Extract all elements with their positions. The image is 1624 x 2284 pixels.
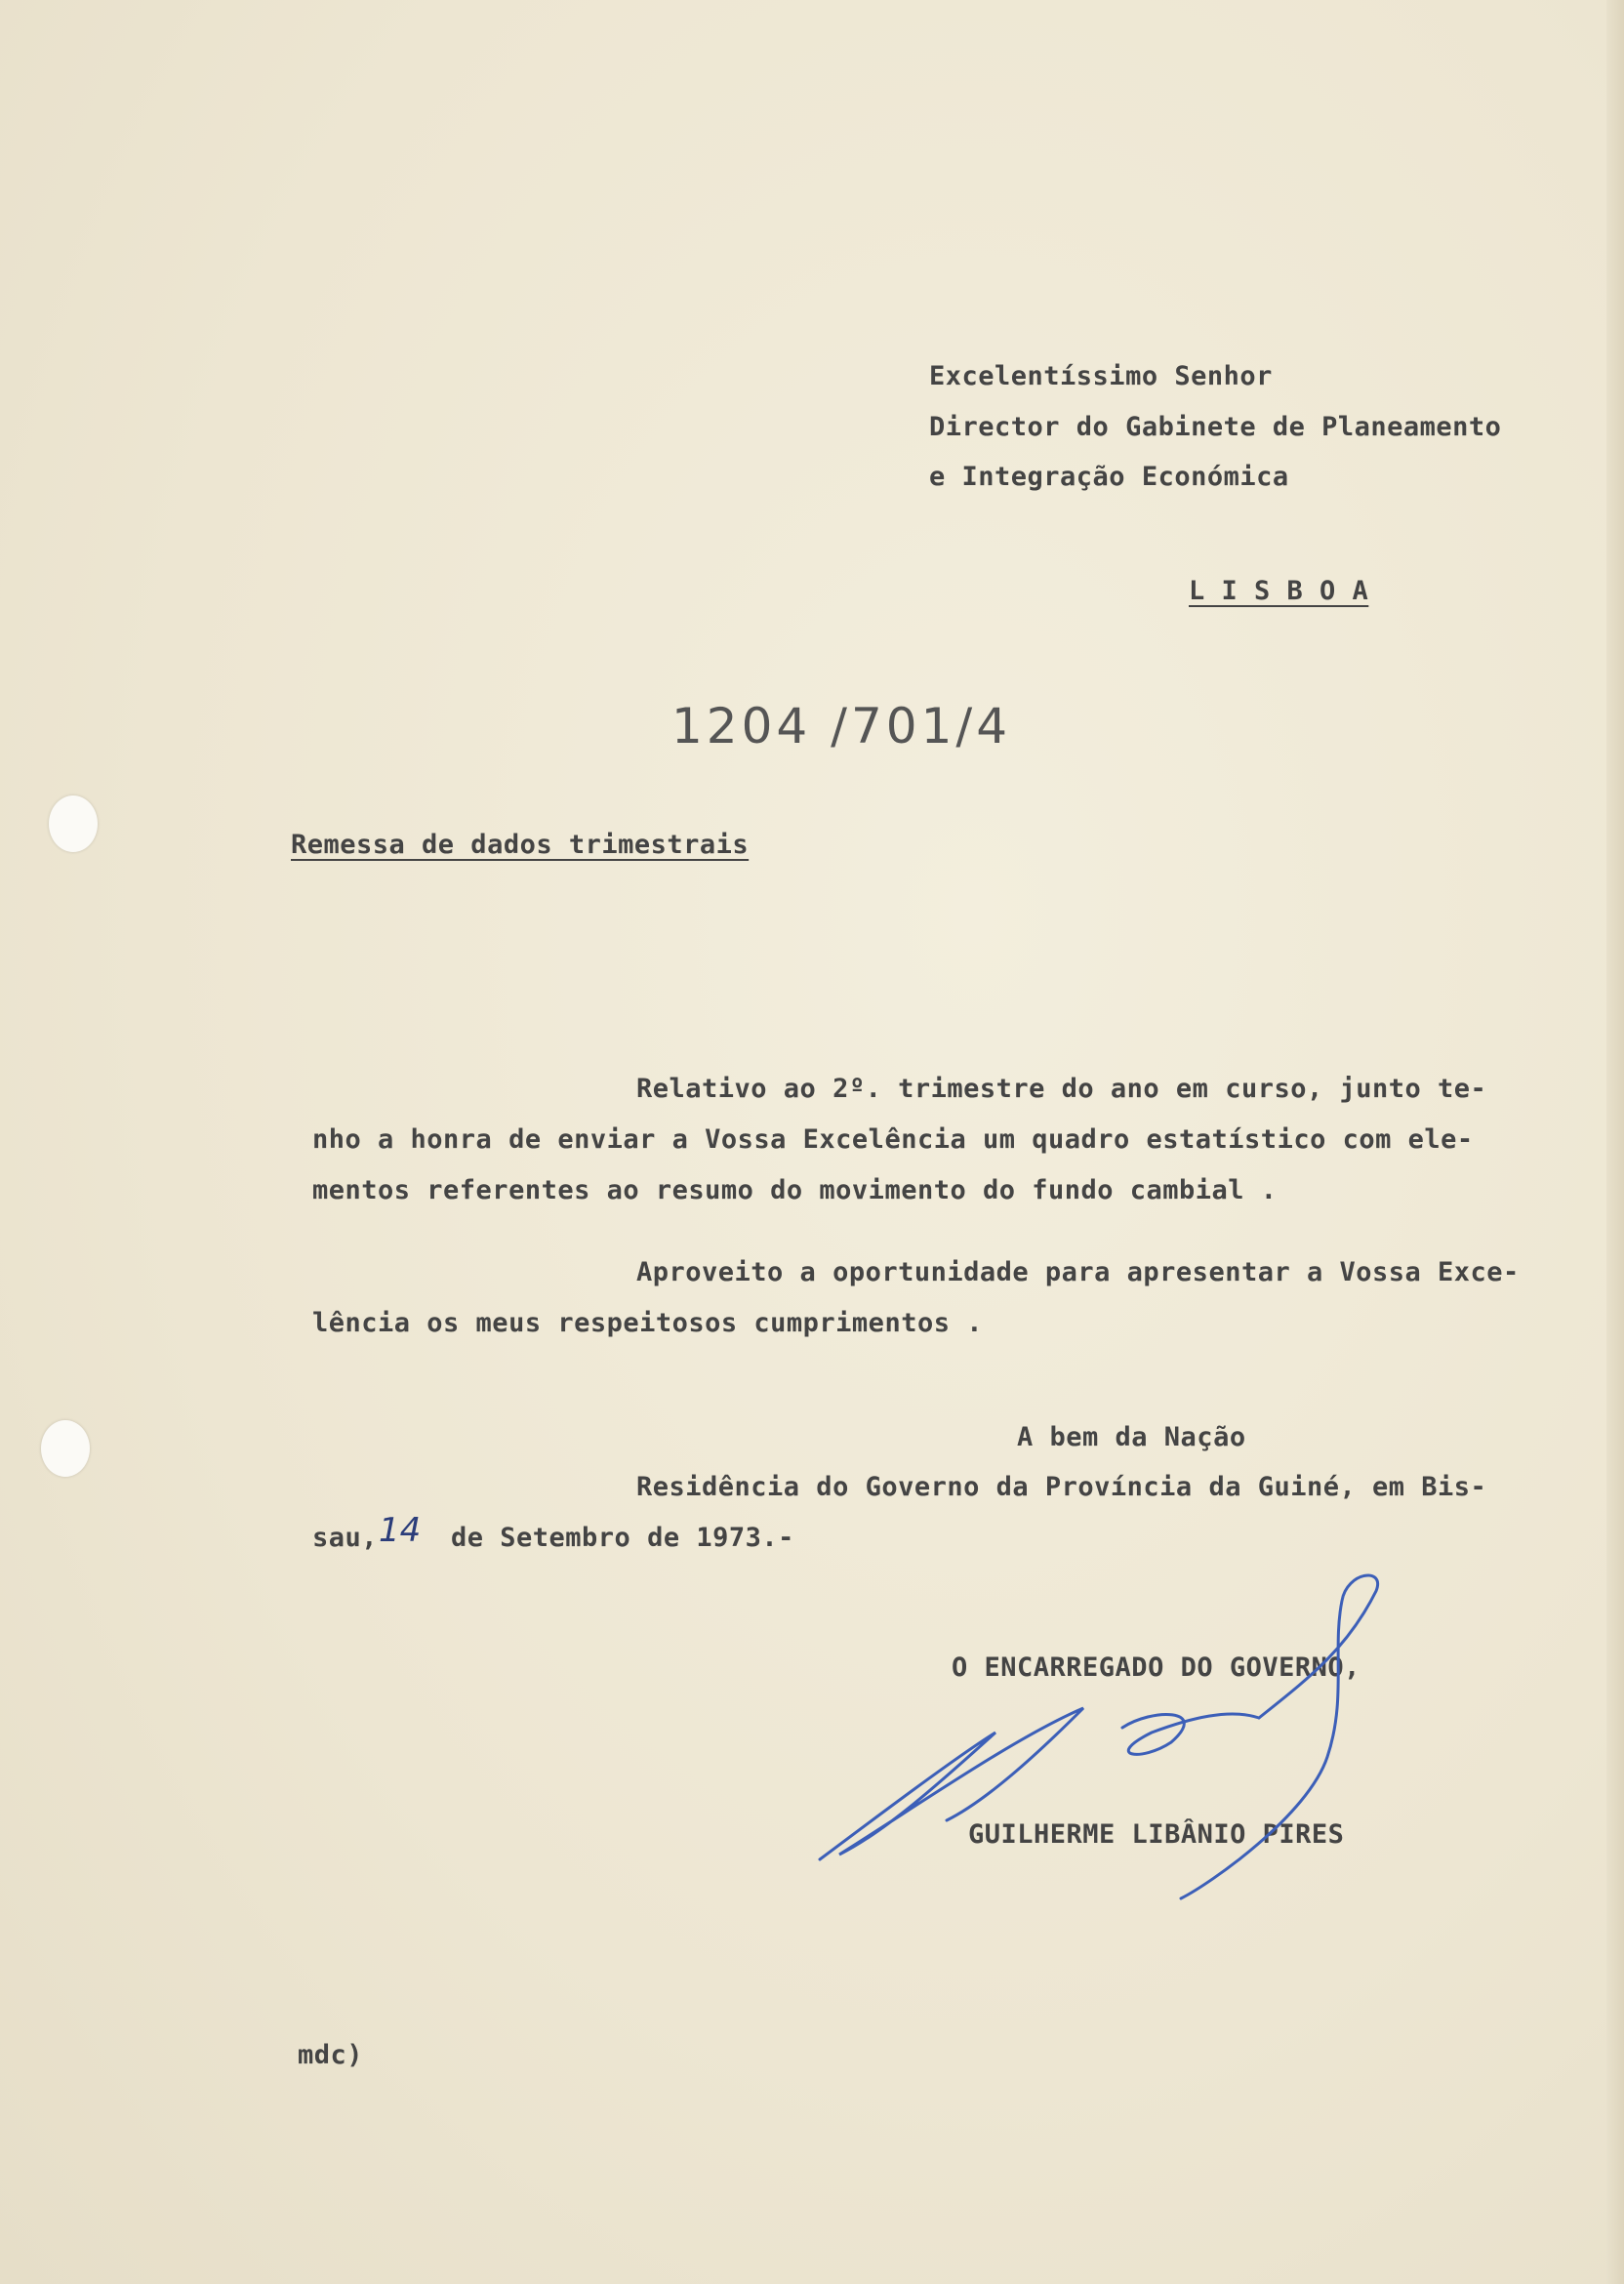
body-p2-line2: lência os meus respeitosos cumprimentos .	[312, 1308, 983, 1338]
addressee-line-1: Excelentíssimo Senhor	[929, 361, 1273, 391]
body-p1-line3: mentos referentes ao resumo do movimento do fundo cambial .	[312, 1175, 1278, 1205]
signatory-title: O ENCARREGADO DO GOVERNO,	[952, 1652, 1360, 1683]
handwritten-day: 14	[379, 1511, 422, 1550]
paper-edge	[1606, 0, 1624, 2284]
closing-date: de Setembro de 1973.-	[451, 1523, 794, 1553]
body-p1-line1: Relativo ao 2º. trimestre do ano em curso, junto te-	[636, 1074, 1487, 1104]
punch-hole-top	[49, 795, 98, 852]
body-p2-line1: Aproveito a oportunidade para apresentar a Vossa Exce-	[636, 1257, 1520, 1287]
subject-line: Remessa de dados trimestrais	[291, 830, 750, 860]
typist-initials: mdc)	[298, 2040, 364, 2070]
reference-number: 1204 /701/4	[671, 698, 1012, 755]
handwritten-signature	[800, 1562, 1444, 1913]
addressee-line-3: e Integração Económica	[929, 462, 1289, 492]
signatory-name: GUILHERME LIBÂNIO PIRES	[968, 1819, 1345, 1850]
punch-hole-bottom	[41, 1420, 90, 1477]
closing-place-line1: Residência do Governo da Província da Guiné, em Bis-	[636, 1472, 1487, 1502]
addressee-city: L I S B O A	[1189, 576, 1369, 606]
addressee-line-2: Director do Gabinete de Planeamento	[929, 412, 1502, 442]
closing-salutation: A bem da Nação	[1017, 1422, 1246, 1452]
closing-place-prefix: sau,	[312, 1523, 379, 1553]
body-p1-line2: nho a honra de enviar a Vossa Excelência um quadro estatístico com ele-	[312, 1124, 1474, 1155]
